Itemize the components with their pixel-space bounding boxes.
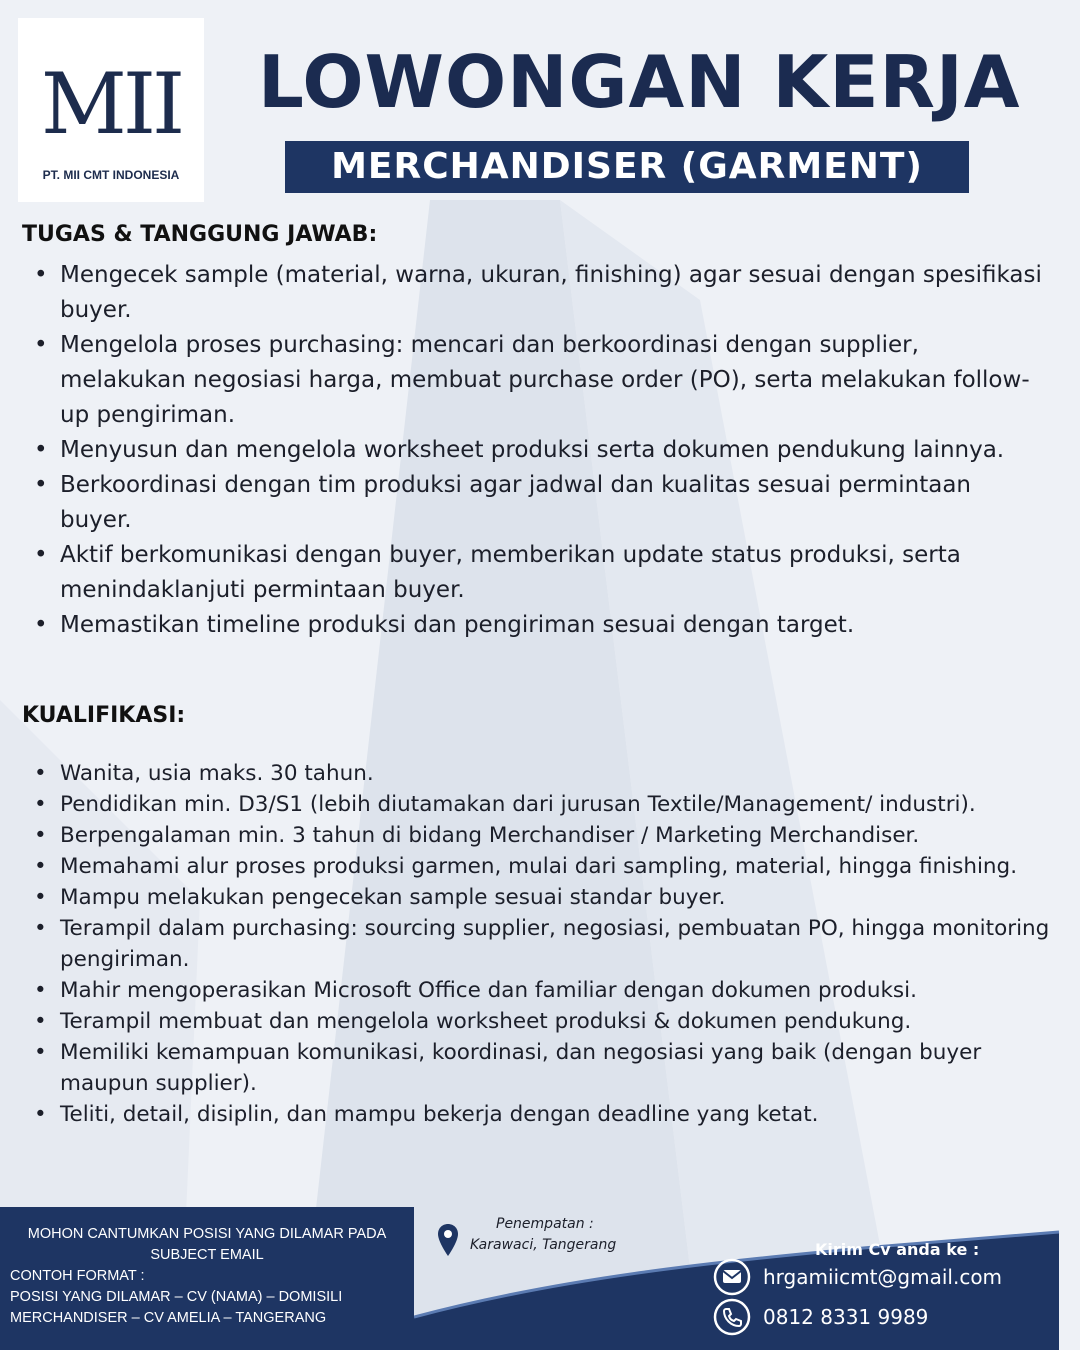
list-item: • Berpengalaman min. 3 tahun di bidang Merchandiser / Marketing Merchandiser.: [22, 820, 1052, 851]
note-line: SUBJECT EMAIL: [150, 1247, 264, 1263]
page-title: LOWONGAN KERJA: [258, 40, 1021, 124]
qualifications-list: [22, 758, 1052, 1130]
list-item: • Teliti, detail, disiplin, dan mampu bekerja dengan deadline yang ketat.: [22, 1099, 1052, 1130]
list-item: • Berkoordinasi dengan tim produksi agar jadwal dan kualitas sesuai permintaan buyer.: [22, 468, 1042, 538]
duties-list: [22, 258, 1042, 643]
list-item: • Memiliki kemampuan komunikasi, koordinasi, dan negosiasi yang baik (dengan buyer maupun supplier).: [22, 1037, 1052, 1099]
note-line: MOHON CANTUMKAN POSISI YANG DILAMAR PADA: [27, 1226, 387, 1242]
list-item: • Mahir mengoperasikan Microsoft Office dan familiar dengan dokumen produksi.: [22, 975, 1052, 1006]
format-line: POSISI YANG DILAMAR – CV (NAMA) – DOMISILI: [10, 1289, 343, 1305]
list-item: • Terampil membuat dan mengelola worksheet produksi & dokumen pendukung.: [22, 1006, 1052, 1037]
phone-icon: [713, 1298, 751, 1336]
phone-number[interactable]: 0812 8331 9989: [763, 1305, 929, 1329]
phone-contact[interactable]: [713, 1298, 928, 1336]
list-item: • Pendidikan min. D3/S1 (lebih diutamakan dari jurusan Textile/Management/ industri).: [22, 789, 1052, 820]
placement-info: [470, 1214, 616, 1256]
position-banner: MERCHANDISER (GARMENT): [285, 141, 969, 193]
email-address[interactable]: hrgamiicmt@gmail.com: [763, 1265, 1003, 1289]
list-item: • Mengelola proses purchasing: mencari dan berkoordinasi dengan supplier, melakukan negosiasi harga, membuat purchase order (PO), serta melakukan follow-up pengiriman.: [22, 328, 1042, 433]
envelope-icon: [713, 1258, 751, 1296]
company-name: PT. MII CMT INDONESIA: [42, 168, 180, 182]
list-item: • Aktif berkomunikasi dengan buyer, memberikan update status produksi, serta menindaklanjuti permintaan buyer.: [22, 538, 1042, 608]
list-item: • Terampil dalam purchasing: sourcing supplier, negosiasi, pembuatan PO, hingga monitoring pengiriman.: [22, 913, 1052, 975]
qualifications-heading: KUALIFIKASI:: [22, 703, 186, 728]
format-label: CONTOH FORMAT :: [10, 1268, 145, 1284]
duties-heading: TUGAS & TANGGUNG JAWAB:: [22, 222, 378, 247]
location-value: Karawaci, Tangerang: [470, 1237, 617, 1253]
list-item: • Mampu melakukan pengecekan sample sesuai standar buyer.: [22, 882, 1052, 913]
list-item: • Menyusun dan mengelola worksheet produksi serta dokumen pendukung lainnya.: [22, 433, 1042, 468]
list-item: • Mengecek sample (material, warna, ukuran, finishing) agar sesuai dengan spesifikasi buyer.: [22, 258, 1042, 328]
list-item: • Wanita, usia maks. 30 tahun.: [22, 758, 1052, 789]
application-note: [0, 1207, 414, 1350]
map-pin-icon: [436, 1222, 460, 1260]
list-item: • Memastikan timeline produksi dan pengiriman sesuai dengan target.: [22, 608, 1042, 643]
email-contact[interactable]: [713, 1258, 1002, 1296]
send-cv-label: Kirim Cv anda ke :: [815, 1240, 980, 1259]
location-label: Penempatan :: [496, 1216, 594, 1232]
format-line: MERCHANDISER – CV AMELIA – TANGERANG: [10, 1310, 327, 1326]
company-logo: [18, 18, 204, 202]
list-item: • Memahami alur proses produksi garmen, mulai dari sampling, material, hingga finishing.: [22, 851, 1052, 882]
logo-mark: MII: [40, 55, 182, 153]
